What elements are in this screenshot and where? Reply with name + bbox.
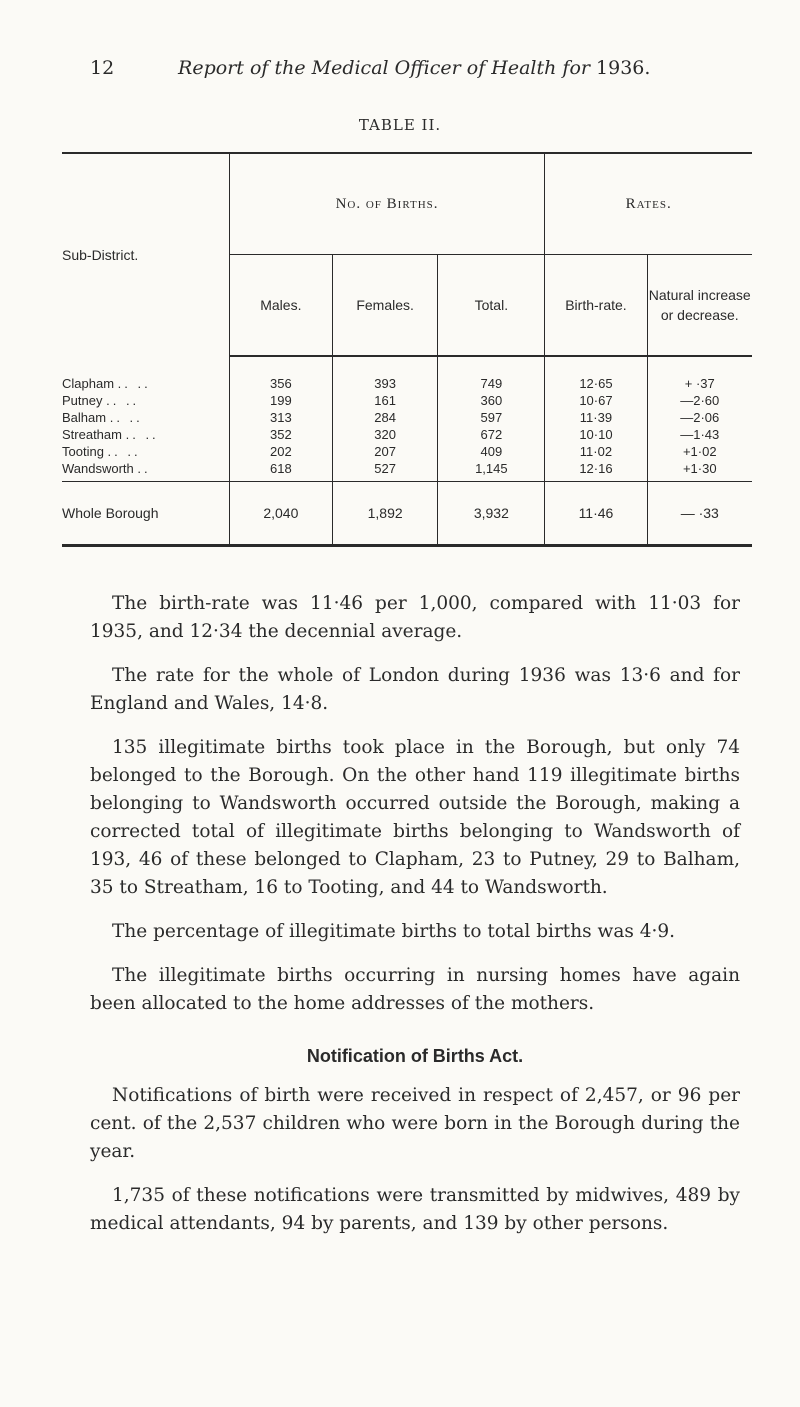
cell-subdistrict: Putney — [62, 393, 103, 408]
table-row — [62, 356, 752, 392]
paragraph: The percentage of illegitimate births to total births was 4·9. — [112, 921, 676, 942]
header-total: Total. — [438, 255, 545, 357]
cell-total: 749 — [438, 356, 545, 392]
leader-dots: .. .. — [109, 410, 143, 425]
cell-subdistrict: Whole Borough — [62, 482, 229, 546]
cell-birthrate: 12·16 — [545, 460, 647, 482]
table-row — [62, 392, 752, 409]
paragraph: The rate for the whole of London during 1936 was 13·6 and for England and Wales, 14·8. — [90, 665, 740, 714]
table-row — [62, 443, 752, 460]
table-row — [62, 460, 752, 482]
report-year: 1936. — [596, 57, 651, 79]
table-row — [62, 409, 752, 426]
body-text — [90, 590, 740, 1254]
cell-natural: +1·02 — [682, 444, 717, 459]
page-number: 12 — [90, 57, 115, 79]
cell-females: 284 — [332, 409, 437, 426]
report-title: Report of the Medical Officer of Health for — [178, 57, 590, 79]
header-subdistrict: Sub-District. — [62, 153, 229, 356]
section-heading: Notification of Births Act. — [306, 1046, 524, 1066]
cell-males: 356 — [229, 356, 332, 392]
cell-total: 3,932 — [438, 482, 545, 546]
paragraph: The illegitimate births occurring in nursing homes have again been allocated to the home addresses of the mothers. — [90, 965, 740, 1014]
cell-males: 352 — [229, 426, 332, 443]
header-males: Males. — [229, 255, 332, 357]
leader-dots: .. .. — [107, 444, 141, 459]
header-natural: Natural increase or decrease. — [647, 255, 752, 357]
cell-total: 597 — [438, 409, 545, 426]
births-table — [62, 152, 752, 547]
header-group-births: No. of Births. — [229, 153, 545, 255]
cell-birthrate: 11·46 — [545, 482, 647, 546]
cell-males: 2,040 — [229, 482, 332, 546]
cell-birthrate: 11·39 — [545, 409, 647, 426]
cell-subdistrict: Balham — [62, 410, 107, 425]
cell-males: 313 — [229, 409, 332, 426]
table-row — [62, 426, 752, 443]
cell-subdistrict: Wandsworth — [62, 461, 134, 476]
cell-birthrate: 12·65 — [545, 356, 647, 392]
cell-females: 161 — [332, 392, 437, 409]
header-females: Females. — [332, 255, 437, 357]
cell-natural: — ·33 — [647, 482, 752, 546]
cell-females: 207 — [332, 443, 437, 460]
cell-females: 320 — [332, 426, 437, 443]
paragraph: The birth-rate was 11·46 per 1,000, compared with 11·03 for 1935, and 12·34 the decennial average. — [90, 593, 740, 642]
cell-males: 202 — [229, 443, 332, 460]
cell-females: 393 — [332, 356, 437, 392]
cell-total: 1,145 — [438, 460, 545, 482]
cell-subdistrict: Streatham — [62, 427, 122, 442]
cell-birthrate: 10·67 — [545, 392, 647, 409]
cell-males: 199 — [229, 392, 332, 409]
table-title: TABLE II. — [358, 116, 442, 134]
cell-females: 527 — [332, 460, 437, 482]
cell-total: 360 — [438, 392, 545, 409]
page-header — [90, 57, 740, 79]
cell-males: 618 — [229, 460, 332, 482]
paragraph: 1,735 of these notifications were transmitted by midwives, 489 by medical attendants, 94 by parents, and 139 by other persons. — [90, 1185, 740, 1234]
cell-birthrate: 11·02 — [545, 443, 647, 460]
leader-dots: .. .. — [117, 375, 151, 391]
leader-dots: .. .. — [125, 427, 159, 442]
header-group-rates: Rates. — [545, 153, 752, 255]
cell-natural: —1·43 — [680, 427, 720, 442]
table-total-row — [62, 482, 752, 546]
cell-subdistrict: Clapham — [62, 375, 115, 391]
cell-natural: —2·60 — [680, 393, 720, 408]
cell-total: 409 — [438, 443, 545, 460]
paragraph: 135 illegitimate births took place in the Borough, but only 74 belonged to the Borough. On the other hand 119 illegitimate births belonging to Wandsworth occurred outside the Borough, making a corrected total of illegitimate births belonging to Wandsworth of 193, 46 of these belonged to Clapham, 23 to Putney, 29 to Balham, 35 to Streatham, 16 to Tooting, and 44 to Wandsworth. — [90, 737, 740, 898]
cell-subdistrict: Tooting — [62, 444, 104, 459]
cell-natural: —2·06 — [680, 410, 720, 425]
leader-dots: .. — [137, 461, 151, 476]
header-birthrate: Birth-rate. — [545, 255, 647, 357]
cell-females: 1,892 — [332, 482, 437, 546]
paragraph: Notifications of birth were received in respect of 2,457, or 96 per cent. of the 2,537 children who were born in the Borough during the year. — [90, 1085, 740, 1162]
cell-birthrate: 10·10 — [545, 426, 647, 443]
cell-natural: +1·30 — [682, 461, 717, 476]
cell-total: 672 — [438, 426, 545, 443]
leader-dots: .. .. — [106, 393, 140, 408]
cell-natural: + ·37 — [684, 376, 715, 391]
